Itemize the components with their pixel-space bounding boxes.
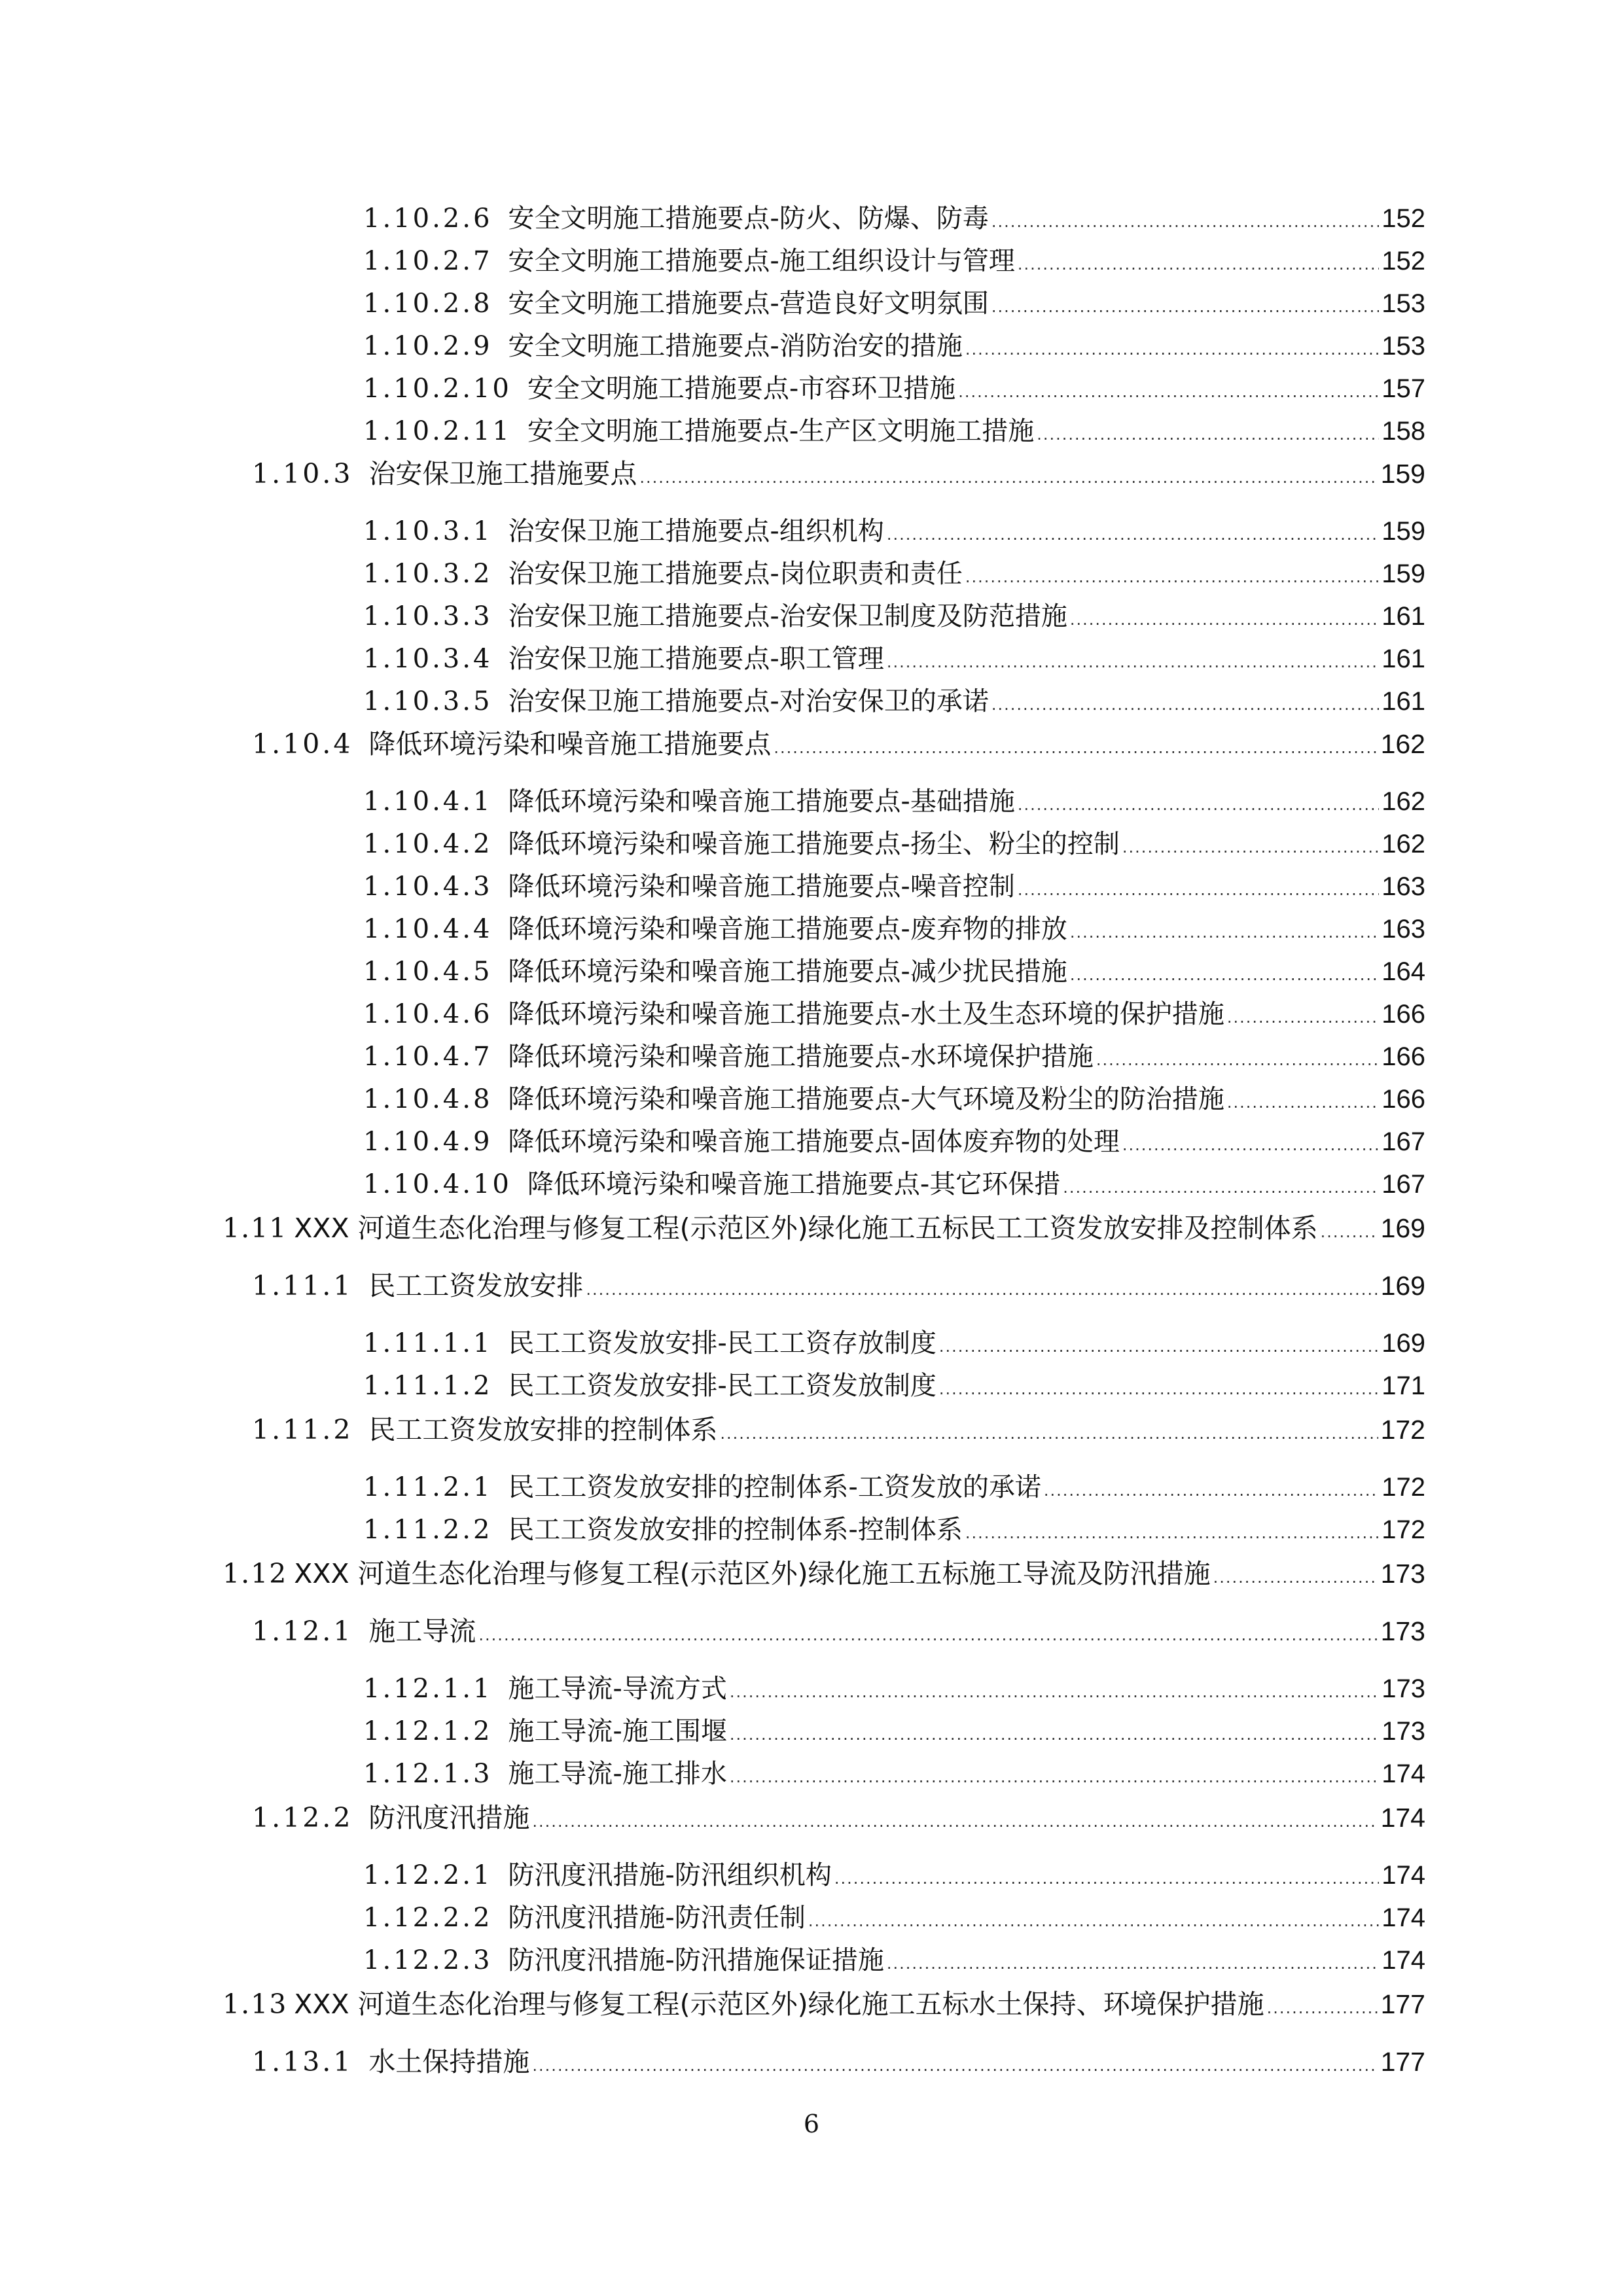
toc-entry-number: 1.13 — [223, 1988, 288, 2020]
toc-dot-leader — [730, 1673, 1379, 1708]
page-number: 6 — [803, 2110, 820, 2138]
toc-entry-number: 1.10.4.8 — [363, 1084, 493, 1114]
toc-entry-number: 1.10.4.2 — [363, 829, 493, 859]
toc-entry-number: 1.11.2.2 — [363, 1515, 493, 1545]
toc-entry-number: 1.12 — [223, 1558, 288, 1589]
toc-entry-title: 治安保卫施工措施要点-治安保卫制度及防范措施 — [508, 601, 1067, 631]
toc-entry-title: 民工工资发放安排-民工工资发放制度 — [508, 1371, 936, 1401]
toc-entry-number: 1.10.3.1 — [363, 516, 493, 546]
toc-entry-page: 174 — [1382, 1861, 1425, 1890]
toc-entry-page: 173 — [1382, 1717, 1425, 1746]
toc-entry-page: 153 — [1382, 289, 1425, 318]
toc-dot-leader — [1018, 245, 1379, 280]
toc-entry-number: 1.10.4.10 — [363, 1169, 512, 1199]
toc-dot-leader — [965, 330, 1379, 365]
toc-entry-number: 1.10.4.1 — [363, 786, 493, 817]
toc-dot-leader — [958, 373, 1379, 408]
toc-dot-leader — [532, 2046, 1378, 2081]
toc-entry-number: 1.10.3.4 — [363, 644, 493, 674]
toc-entry[interactable] — [363, 998, 1425, 1030]
toc-entry-title: 降低环境污染和噪音施工措施要点 — [368, 728, 772, 760]
toc-entry-page: 158 — [1382, 417, 1425, 446]
toc-entry-page: 161 — [1382, 645, 1425, 673]
toc-dot-leader — [1044, 1472, 1379, 1506]
toc-entry[interactable] — [363, 1514, 1425, 1545]
toc-entry-page: 161 — [1382, 687, 1425, 716]
toc-entry-number: 1.10.2.11 — [363, 416, 512, 446]
toc-entry-number: 1.10.4.6 — [363, 999, 493, 1029]
toc-entry[interactable] — [363, 1860, 1425, 1891]
toc-entry-title: 安全文明施工措施要点-施工组织设计与管理 — [508, 246, 1015, 276]
toc-dot-leader — [1213, 1558, 1378, 1593]
toc-entry[interactable] — [252, 1802, 1425, 1833]
toc-entry-page: 173 — [1380, 1616, 1425, 1646]
toc-entry-page: 177 — [1380, 2047, 1425, 2077]
toc-dot-leader — [808, 1902, 1379, 1937]
toc-entry[interactable] — [363, 1945, 1425, 1976]
toc-dot-leader — [1122, 828, 1379, 863]
toc-entry-title: 安全文明施工措施要点-生产区文明施工措施 — [527, 416, 1035, 446]
toc-dot-leader — [1227, 998, 1379, 1033]
toc-entry-number: 1.12.1.2 — [363, 1716, 493, 1746]
toc-entry-number: 1.12.2 — [252, 1802, 353, 1833]
toc-entry-number: 1.10.4.9 — [363, 1127, 493, 1157]
toc-entry[interactable] — [363, 516, 1425, 547]
toc-entry-number: 1.12.1 — [252, 1616, 353, 1647]
toc-entry-page: 159 — [1380, 459, 1425, 489]
toc-entry-page: 173 — [1382, 1674, 1425, 1703]
toc-entry[interactable] — [363, 1041, 1425, 1072]
toc-entry-title: 治安保卫施工措施要点-对治安保卫的承诺 — [508, 686, 989, 716]
toc-entry-number: 1.10.4.7 — [363, 1042, 493, 1072]
toc-dot-leader — [991, 288, 1379, 323]
toc-entry-title: 降低环境污染和噪音施工措施要点-水环境保护措施 — [508, 1042, 1094, 1072]
toc-entry[interactable] — [363, 558, 1425, 590]
toc-entry[interactable] — [363, 828, 1425, 860]
toc-entry-title: 防汛度汛措施-防汛措施保证措施 — [508, 1945, 884, 1975]
toc-entry-number: 1.10.2.6 — [363, 203, 493, 234]
toc-entry-number: 1.10.2.8 — [363, 289, 493, 319]
toc-entry-page: 173 — [1380, 1559, 1425, 1589]
toc-entry-page: 162 — [1380, 729, 1425, 759]
toc-entry-page: 164 — [1382, 957, 1425, 986]
toc-entry-title: 安全文明施工措施要点-市容环卫措施 — [527, 374, 956, 404]
toc-dot-leader — [1070, 913, 1379, 948]
toc-entry-title: XXX 河道生态化治理与修复工程(示范区外)绿化施工五标施工导流及防汛措施 — [294, 1558, 1211, 1589]
toc-entry[interactable] — [252, 1414, 1425, 1445]
toc-dot-leader — [774, 728, 1378, 764]
toc-entry-title: 安全文明施工措施要点-消防治安的措施 — [508, 331, 963, 361]
toc-entry-number: 1.12.2.1 — [363, 1860, 493, 1890]
toc-entry-number: 1.11.1 — [252, 1270, 353, 1301]
toc-dot-leader — [991, 203, 1379, 238]
toc-entry-title: 降低环境污染和噪音施工措施要点-基础措施 — [508, 786, 1015, 817]
toc-entry[interactable] — [363, 686, 1425, 717]
toc-entry[interactable] — [363, 643, 1425, 675]
toc-entry-page: 169 — [1380, 1213, 1425, 1243]
toc-entry-title: 防汛度汛措施-防汛组织机构 — [508, 1860, 832, 1890]
toc-entry-page: 172 — [1380, 1415, 1425, 1445]
toc-dot-leader — [834, 1860, 1379, 1894]
toc-entry-page: 167 — [1382, 1170, 1425, 1199]
toc-entry-page: 159 — [1382, 517, 1425, 546]
toc-entry-title: 降低环境污染和噪音施工措施要点-减少扰民措施 — [508, 957, 1067, 987]
toc-entry-page: 162 — [1382, 830, 1425, 858]
toc-entry[interactable] — [363, 330, 1425, 362]
toc-entry-page: 163 — [1382, 872, 1425, 901]
toc-entry-number: 1.12.1.1 — [363, 1674, 493, 1704]
toc-dot-leader — [1321, 1212, 1378, 1248]
toc-dot-leader — [720, 1414, 1378, 1449]
toc-entry[interactable] — [363, 415, 1425, 447]
toc-entry-title: 降低环境污染和噪音施工措施要点-其它环保措 — [527, 1169, 1061, 1199]
toc-entry[interactable] — [252, 1270, 1425, 1301]
toc-dot-leader — [1063, 1169, 1379, 1203]
toc-dot-leader — [730, 1716, 1379, 1750]
toc-entry-page: 172 — [1382, 1515, 1425, 1544]
toc-entry-number: 1.10.4 — [252, 728, 353, 760]
toc-dot-leader — [1070, 601, 1379, 635]
toc-entry-title: XXX 河道生态化治理与修复工程(示范区外)绿化施工五标水土保持、环境保护措施 — [294, 1988, 1264, 2020]
toc-entry-title: 降低环境污染和噪音施工措施要点-大气环境及粉尘的防治措施 — [508, 1084, 1224, 1114]
toc-entry-title: 降低环境污染和噪音施工措施要点-噪音控制 — [508, 872, 1015, 902]
toc-entry[interactable] — [363, 601, 1425, 632]
toc-entry-title: 治安保卫施工措施要点-组织机构 — [508, 516, 884, 546]
toc-entry[interactable] — [252, 1616, 1425, 1647]
toc-entry-title: 民工工资发放安排的控制体系 — [368, 1414, 718, 1445]
toc-dot-leader — [1018, 871, 1379, 906]
toc-entry[interactable] — [363, 1169, 1425, 1200]
toc-entry[interactable] — [363, 871, 1425, 902]
toc-entry-number: 1.10.3.3 — [363, 601, 493, 631]
toc-entry[interactable] — [363, 1370, 1425, 1402]
toc-dot-leader — [965, 1514, 1379, 1549]
toc-entry[interactable] — [363, 203, 1425, 234]
toc-entry-number: 1.10.2.9 — [363, 331, 493, 361]
toc-dot-leader — [586, 1270, 1378, 1305]
toc-dot-leader — [887, 643, 1379, 678]
toc-entry-number: 1.12.2.3 — [363, 1945, 493, 1975]
toc-entry-page: 177 — [1380, 1989, 1425, 2019]
toc-entry-page: 157 — [1382, 374, 1425, 403]
toc-entry-title: 安全文明施工措施要点-营造良好文明氛围 — [508, 289, 989, 319]
toc-entry-page: 161 — [1382, 602, 1425, 631]
toc-entry-title: XXX 河道生态化治理与修复工程(示范区外)绿化施工五标民工工资发放安排及控制体系 — [294, 1212, 1318, 1244]
toc-dot-leader — [1122, 1126, 1379, 1161]
toc-entry-page: 162 — [1382, 787, 1425, 816]
toc-dot-leader — [1037, 415, 1379, 450]
toc-entry-number: 1.10.2.7 — [363, 246, 493, 276]
toc-dot-leader — [887, 516, 1379, 550]
toc-dot-leader — [991, 686, 1379, 720]
toc-entry-page: 174 — [1382, 1946, 1425, 1975]
toc-dot-leader — [532, 1802, 1378, 1837]
toc-entry-page: 163 — [1382, 915, 1425, 944]
toc-entry-title: 施工导流-施工围堰 — [508, 1716, 727, 1746]
toc-dot-leader — [1018, 786, 1379, 821]
toc-entry-title: 防汛度汛措施 — [368, 1802, 530, 1833]
toc-entry-page: 169 — [1382, 1329, 1425, 1358]
toc-entry-number: 1.13.1 — [252, 2046, 353, 2077]
toc-entry-title: 民工工资发放安排的控制体系-控制体系 — [508, 1515, 963, 1545]
toc-entry[interactable] — [252, 2046, 1425, 2077]
toc-dot-leader — [939, 1370, 1379, 1405]
toc-entry[interactable] — [363, 373, 1425, 404]
toc-entry-page: 166 — [1382, 1085, 1425, 1114]
toc-entry[interactable] — [223, 1988, 1425, 2020]
toc-entry-page: 153 — [1382, 332, 1425, 361]
toc-dot-leader — [1096, 1041, 1379, 1076]
toc-entry[interactable] — [363, 1472, 1425, 1503]
toc-entry-page: 169 — [1380, 1271, 1425, 1301]
toc-entry[interactable] — [363, 913, 1425, 945]
toc-entry-title: 水土保持措施 — [368, 2046, 530, 2077]
toc-entry-title: 民工工资发放安排-民工工资存放制度 — [508, 1328, 936, 1358]
toc-entry-title: 民工工资发放安排的控制体系-工资发放的承诺 — [508, 1472, 1041, 1502]
toc-entry[interactable] — [363, 1126, 1425, 1157]
toc-entry-title: 降低环境污染和噪音施工措施要点-扬尘、粉尘的控制 — [508, 829, 1120, 859]
toc-entry[interactable] — [363, 1716, 1425, 1747]
toc-entry-title: 治安保卫施工措施要点 — [368, 458, 637, 489]
toc-entry[interactable] — [363, 1902, 1425, 1934]
toc-entry[interactable] — [363, 1673, 1425, 1704]
toc-entry-number: 1.12.1.3 — [363, 1759, 493, 1789]
toc-entry-number: 1.10.3 — [252, 458, 353, 489]
toc-dot-leader — [1267, 1988, 1378, 2024]
toc-entry[interactable] — [223, 1558, 1425, 1589]
toc-entry[interactable] — [363, 1758, 1425, 1790]
toc-entry-number: 1.11 — [223, 1212, 288, 1244]
toc-entry[interactable] — [223, 1212, 1425, 1244]
toc-dot-leader — [939, 1328, 1379, 1362]
toc-entry-title: 降低环境污染和噪音施工措施要点-废弃物的排放 — [508, 914, 1067, 944]
toc-dot-leader — [1227, 1084, 1379, 1118]
toc-entry-title: 民工工资发放安排 — [368, 1270, 584, 1301]
toc-dot-leader — [887, 1945, 1379, 1979]
toc-entry-title: 降低环境污染和噪音施工措施要点-固体废弃物的处理 — [508, 1127, 1120, 1157]
toc-dot-leader — [965, 558, 1379, 593]
toc-entry[interactable] — [363, 1084, 1425, 1115]
toc-entry-page: 159 — [1382, 559, 1425, 588]
toc-entry[interactable] — [363, 288, 1425, 319]
toc-dot-leader — [730, 1758, 1379, 1793]
toc-entry[interactable] — [363, 1328, 1425, 1359]
toc-dot-leader — [1070, 956, 1379, 991]
toc-entry-page: 167 — [1382, 1127, 1425, 1156]
toc-entry-title: 治安保卫施工措施要点-职工管理 — [508, 644, 884, 674]
toc-entry-page: 152 — [1382, 247, 1425, 275]
toc-entry-page: 171 — [1382, 1371, 1425, 1400]
toc-entry-number: 1.10.3.2 — [363, 559, 493, 589]
toc-dot-leader — [639, 458, 1378, 493]
toc-entry-page: 174 — [1382, 1903, 1425, 1932]
toc-entry-page: 152 — [1382, 204, 1425, 233]
toc-entry-number: 1.11.2.1 — [363, 1472, 493, 1502]
toc-entry-page: 166 — [1382, 1000, 1425, 1029]
toc-entry[interactable] — [363, 245, 1425, 277]
toc-entry-number: 1.11.1.1 — [363, 1328, 493, 1358]
toc-entry-number: 1.11.2 — [252, 1414, 353, 1445]
toc-entry-number: 1.10.4.3 — [363, 872, 493, 902]
toc-entry-title: 施工导流-导流方式 — [508, 1674, 727, 1704]
toc-entry-page: 174 — [1382, 1759, 1425, 1788]
toc-entry-page: 166 — [1382, 1042, 1425, 1071]
toc-entry-number: 1.11.1.2 — [363, 1371, 493, 1401]
toc-entry-number: 1.10.4.4 — [363, 914, 493, 944]
toc-entry[interactable] — [252, 728, 1425, 760]
toc-entry-title: 安全文明施工措施要点-防火、防爆、防毒 — [508, 203, 989, 234]
toc-entry-number: 1.10.4.5 — [363, 957, 493, 987]
toc-entry-title: 施工导流-施工排水 — [508, 1759, 727, 1789]
toc-entry-number: 1.12.2.2 — [363, 1903, 493, 1933]
toc-entry-title: 治安保卫施工措施要点-岗位职责和责任 — [508, 559, 963, 589]
toc-entry-title: 防汛度汛措施-防汛责任制 — [508, 1903, 806, 1933]
toc-entry-number: 1.10.2.10 — [363, 374, 512, 404]
toc-entry-page: 172 — [1382, 1473, 1425, 1502]
toc-entry-number: 1.10.3.5 — [363, 686, 493, 716]
toc-entry-page: 174 — [1380, 1803, 1425, 1833]
toc-entry[interactable] — [252, 458, 1425, 489]
toc-entry[interactable] — [363, 786, 1425, 817]
toc-dot-leader — [478, 1616, 1378, 1651]
toc-entry-title: 降低环境污染和噪音施工措施要点-水土及生态环境的保护措施 — [508, 999, 1224, 1029]
toc-entry[interactable] — [363, 956, 1425, 987]
toc-entry-title: 施工导流 — [368, 1616, 476, 1647]
